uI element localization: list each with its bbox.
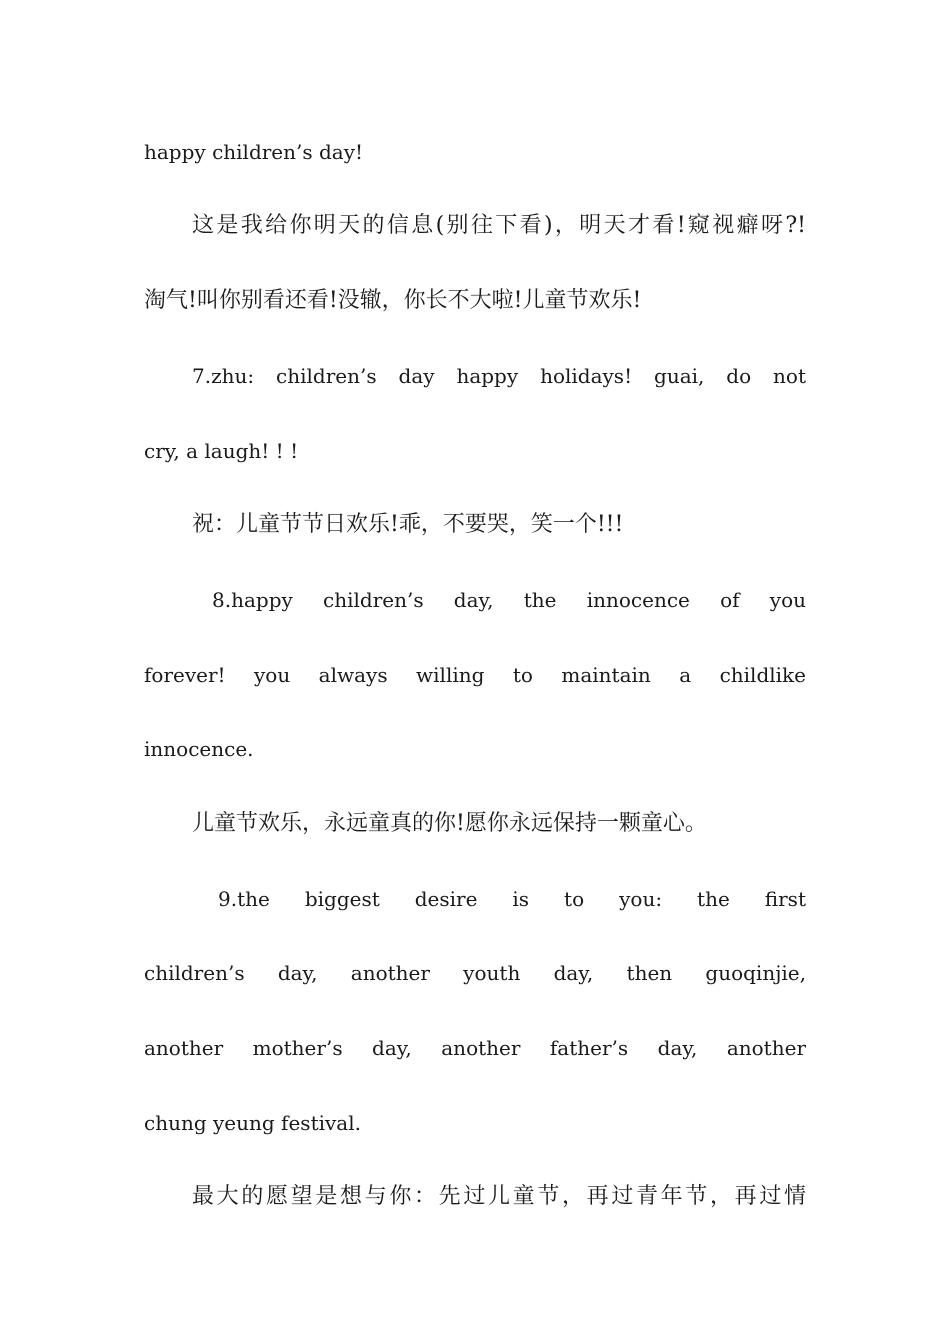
text-line-4: 7.zhu: children’s day happy holidays! guai, do not <box>192 364 806 388</box>
text-line-2: 这是我给你明天的信息(别往下看)，明天才看!窥视癖呀?! <box>192 213 806 238</box>
text-line-5: cry, a laugh! ! ! <box>144 439 299 463</box>
text-line-1: happy children’s day! <box>144 140 364 164</box>
text-line-8: forever! you always willing to maintain a childlike <box>144 663 806 687</box>
text-line-14: chung yeung festival. <box>144 1111 361 1135</box>
text-line-7: 8.happy children’s day, the innocence of you <box>212 588 806 612</box>
text-line-15: 最大的愿望是想与你：先过儿童节，再过青年节，再过情 <box>192 1184 806 1209</box>
text-line-12: children’s day, another youth day, then guoqinjie, <box>144 961 806 985</box>
text-line-3: 淘气!叫你别看还看!没辙，你长不大啦!儿童节欢乐! <box>144 288 642 313</box>
text-line-9: innocence. <box>144 737 254 761</box>
text-line-13: another mother’s day, another father’s day, another <box>144 1036 806 1060</box>
text-line-10: 儿童节欢乐，永远童真的你!愿你永远保持一颗童心。 <box>192 811 707 836</box>
text-line-6: 祝：儿童节节日欢乐!乖，不要哭，笑一个!!! <box>192 512 624 537</box>
text-line-11: 9.the biggest desire is to you: the first <box>218 887 806 911</box>
